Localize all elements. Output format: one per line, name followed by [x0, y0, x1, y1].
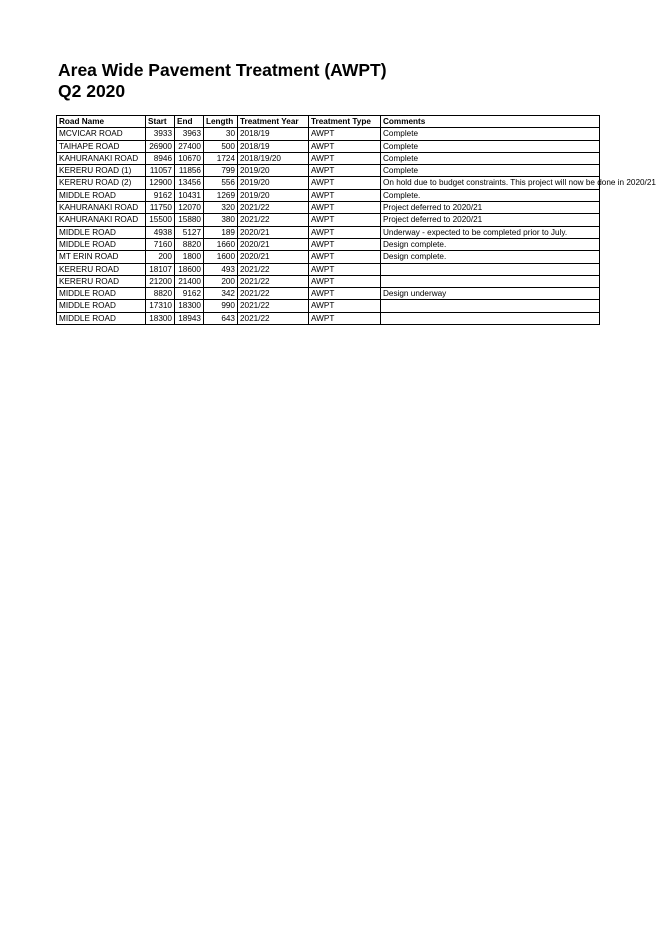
cell-comments: Complete — [381, 140, 600, 152]
cell-comments: Complete — [381, 165, 600, 177]
table-row — [57, 140, 600, 152]
cell-road-name: MIDDLE ROAD — [57, 238, 146, 250]
cell-length: 30 — [204, 128, 238, 140]
cell-length: 200 — [204, 275, 238, 287]
cell-comments: Project deferred to 2020/21 — [381, 202, 600, 214]
cell-length: 493 — [204, 263, 238, 275]
cell-comments: Complete — [381, 152, 600, 164]
table-row — [57, 128, 600, 140]
cell-road-name: KERERU ROAD (1) — [57, 165, 146, 177]
cell-length: 1660 — [204, 238, 238, 250]
cell-road-name: KAHURANAKI ROAD — [57, 152, 146, 164]
cell-treatment-type: AWPT — [309, 226, 381, 238]
cell-treatment-type: AWPT — [309, 189, 381, 201]
cell-road-name: MIDDLE ROAD — [57, 189, 146, 201]
cell-end: 18300 — [175, 300, 204, 312]
cell-treatment-type: AWPT — [309, 312, 381, 324]
cell-end: 1800 — [175, 251, 204, 263]
cell-treatment-year: 2018/19 — [238, 128, 309, 140]
cell-treatment-year: 2019/20 — [238, 189, 309, 201]
cell-comments: Design underway — [381, 288, 600, 300]
cell-length: 189 — [204, 226, 238, 238]
cell-treatment-year: 2021/22 — [238, 288, 309, 300]
cell-end: 11856 — [175, 165, 204, 177]
awpt-table — [56, 115, 656, 325]
cell-comments — [381, 300, 600, 312]
cell-road-name: KAHURANAKI ROAD — [57, 214, 146, 226]
cell-treatment-year: 2021/22 — [238, 312, 309, 324]
cell-road-name: KERERU ROAD (2) — [57, 177, 146, 189]
cell-comments — [381, 312, 600, 324]
cell-comments: Project deferred to 2020/21 — [381, 214, 600, 226]
cell-treatment-type: AWPT — [309, 251, 381, 263]
cell-length: 380 — [204, 214, 238, 226]
cell-road-name: MIDDLE ROAD — [57, 226, 146, 238]
cell-road-name: KERERU ROAD — [57, 263, 146, 275]
cell-comments: Underway - expected to be completed prior to July. — [381, 226, 600, 238]
cell-treatment-type: AWPT — [309, 300, 381, 312]
cell-comments: Design complete. — [381, 238, 600, 250]
cell-treatment-type: AWPT — [309, 177, 381, 189]
cell-length: 320 — [204, 202, 238, 214]
cell-road-name: KERERU ROAD — [57, 275, 146, 287]
cell-treatment-year: 2020/21 — [238, 226, 309, 238]
cell-treatment-type: AWPT — [309, 275, 381, 287]
cell-start: 26900 — [146, 140, 175, 152]
cell-length: 990 — [204, 300, 238, 312]
cell-length: 643 — [204, 312, 238, 324]
cell-treatment-type: AWPT — [309, 288, 381, 300]
cell-length: 1600 — [204, 251, 238, 263]
cell-treatment-year: 2020/21 — [238, 251, 309, 263]
table-row — [57, 263, 600, 275]
cell-comments: Complete — [381, 128, 600, 140]
cell-treatment-year: 2019/20 — [238, 165, 309, 177]
cell-start: 12900 — [146, 177, 175, 189]
cell-end: 18943 — [175, 312, 204, 324]
cell-length: 799 — [204, 165, 238, 177]
cell-end: 27400 — [175, 140, 204, 152]
table-row — [57, 165, 600, 177]
cell-treatment-year: 2019/20 — [238, 177, 309, 189]
cell-road-name: KAHURANAKI ROAD — [57, 202, 146, 214]
col-header-length: Length — [204, 116, 238, 128]
col-header-end: End — [175, 116, 204, 128]
cell-comments: Design complete. — [381, 251, 600, 263]
table-row — [57, 288, 600, 300]
cell-end: 5127 — [175, 226, 204, 238]
cell-start: 4938 — [146, 226, 175, 238]
cell-length: 1269 — [204, 189, 238, 201]
cell-start: 11750 — [146, 202, 175, 214]
cell-end: 9162 — [175, 288, 204, 300]
cell-treatment-year: 2021/22 — [238, 300, 309, 312]
table-row — [57, 275, 600, 287]
title-line-1: Area Wide Pavement Treatment (AWPT) — [58, 60, 387, 80]
cell-end: 15880 — [175, 214, 204, 226]
cell-road-name: MIDDLE ROAD — [57, 312, 146, 324]
cell-comments — [381, 263, 600, 275]
cell-treatment-type: AWPT — [309, 214, 381, 226]
cell-length: 556 — [204, 177, 238, 189]
cell-start: 200 — [146, 251, 175, 263]
cell-end: 3963 — [175, 128, 204, 140]
cell-treatment-year: 2021/22 — [238, 263, 309, 275]
cell-treatment-type: AWPT — [309, 165, 381, 177]
cell-end: 12070 — [175, 202, 204, 214]
table-row — [57, 177, 600, 189]
cell-comments: Complete. — [381, 189, 600, 201]
cell-length: 342 — [204, 288, 238, 300]
col-header-treatment-year: Treatment Year — [238, 116, 309, 128]
table-row — [57, 312, 600, 324]
cell-comments — [381, 275, 600, 287]
cell-treatment-year: 2018/19/20 — [238, 152, 309, 164]
cell-treatment-year: 2021/22 — [238, 202, 309, 214]
cell-treatment-type: AWPT — [309, 238, 381, 250]
cell-start: 8820 — [146, 288, 175, 300]
cell-comments: On hold due to budget constraints. This project will now be done in 2020/21 — [381, 177, 600, 189]
cell-treatment-type: AWPT — [309, 128, 381, 140]
cell-road-name: MIDDLE ROAD — [57, 300, 146, 312]
table-row — [57, 300, 600, 312]
cell-start: 11057 — [146, 165, 175, 177]
col-header-treatment-type: Treatment Type — [309, 116, 381, 128]
cell-end: 13456 — [175, 177, 204, 189]
table-row — [57, 152, 600, 164]
cell-end: 10670 — [175, 152, 204, 164]
page-title — [58, 60, 387, 102]
cell-road-name: MT ERIN ROAD — [57, 251, 146, 263]
cell-treatment-type: AWPT — [309, 152, 381, 164]
cell-start: 21200 — [146, 275, 175, 287]
title-line-2: Q2 2020 — [58, 81, 126, 101]
cell-treatment-type: AWPT — [309, 263, 381, 275]
cell-start: 8946 — [146, 152, 175, 164]
cell-start: 3933 — [146, 128, 175, 140]
cell-start: 18107 — [146, 263, 175, 275]
cell-start: 18300 — [146, 312, 175, 324]
cell-end: 21400 — [175, 275, 204, 287]
table-row — [57, 214, 600, 226]
col-header-start: Start — [146, 116, 175, 128]
table-row — [57, 238, 600, 250]
cell-length: 1724 — [204, 152, 238, 164]
table-row — [57, 202, 600, 214]
table-header-row — [57, 116, 600, 128]
cell-treatment-year: 2020/21 — [238, 238, 309, 250]
cell-road-name: MCVICAR ROAD — [57, 128, 146, 140]
cell-treatment-year: 2018/19 — [238, 140, 309, 152]
cell-start: 7160 — [146, 238, 175, 250]
table-row — [57, 226, 600, 238]
cell-end: 8820 — [175, 238, 204, 250]
cell-road-name: TAIHAPE ROAD — [57, 140, 146, 152]
cell-treatment-type: AWPT — [309, 202, 381, 214]
cell-start: 9162 — [146, 189, 175, 201]
cell-start: 15500 — [146, 214, 175, 226]
col-header-comments: Comments — [381, 116, 600, 128]
cell-start: 17310 — [146, 300, 175, 312]
cell-treatment-type: AWPT — [309, 140, 381, 152]
cell-length: 500 — [204, 140, 238, 152]
table-row — [57, 251, 600, 263]
cell-end: 18600 — [175, 263, 204, 275]
col-header-road-name: Road Name — [57, 116, 146, 128]
table-row — [57, 189, 600, 201]
cell-treatment-year: 2021/22 — [238, 275, 309, 287]
cell-end: 10431 — [175, 189, 204, 201]
cell-road-name: MIDDLE ROAD — [57, 288, 146, 300]
cell-treatment-year: 2021/22 — [238, 214, 309, 226]
